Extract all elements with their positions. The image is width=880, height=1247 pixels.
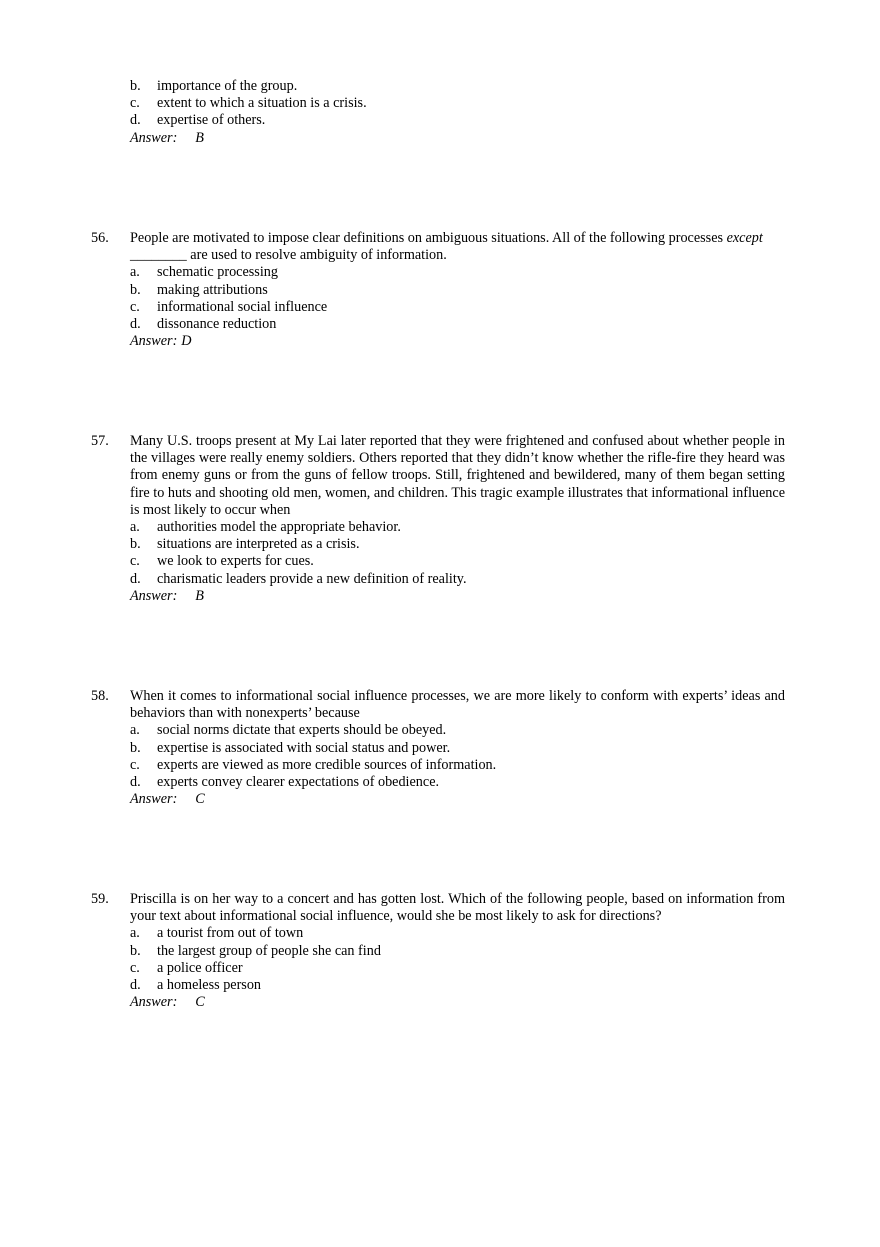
question-57 <box>0 433 880 605</box>
option-b <box>0 78 880 95</box>
option-letter: d. <box>130 112 141 129</box>
option-letter: d. <box>130 570 141 587</box>
option-letter: d. <box>130 773 141 790</box>
option-c <box>0 95 880 112</box>
option-d <box>0 977 880 994</box>
option-letter: b. <box>130 942 141 959</box>
answer-line <box>130 994 880 1011</box>
option-b <box>0 282 880 299</box>
question-emphasis: except <box>726 230 763 246</box>
option-text: a tourist from out of town <box>157 925 304 942</box>
option-letter: b. <box>130 739 141 756</box>
answer-label: Answer: <box>130 333 178 350</box>
option-text: charismatic leaders provide a new definition of reality. <box>157 570 467 587</box>
question-text-part: ________ are used to resolve ambiguity of information. <box>130 247 447 264</box>
answer-value: B <box>195 587 204 604</box>
option-c <box>0 960 880 977</box>
answer-value: C <box>195 994 205 1011</box>
option-text: experts convey clearer expectations of obedience. <box>157 773 440 790</box>
option-c <box>0 553 880 570</box>
option-a <box>0 722 880 739</box>
option-c <box>0 299 880 316</box>
question-text: Many U.S. troops present at My Lai later reported that they were frightened and confused about whether people in the villages were really enemy soldiers. Others reported that they didn’t know whether the rifle-fire they heard was from enemy guns or from the guns of fellow troops. Still, frightened and bewildered, many of them began setting fire to huts and shooting old men, women, and children. This tragic example illustrates that informational influence is most likely to occur when <box>130 433 785 518</box>
option-text: authorities model the appropriate behavior. <box>157 519 401 536</box>
option-d <box>0 112 880 129</box>
answer-line <box>130 333 880 350</box>
answer-label: Answer: <box>130 587 178 604</box>
question-58 <box>0 688 880 808</box>
option-a <box>0 264 880 281</box>
question-56 <box>0 230 880 350</box>
option-letter: b. <box>130 536 141 553</box>
option-text: a homeless person <box>157 976 262 993</box>
option-letter: c. <box>130 298 140 315</box>
question-text: Priscilla is on her way to a concert and has gotten lost. Which of the following people, based on information from your text about informational social influence, would she be most likely to ask for directions? <box>130 891 785 925</box>
option-b <box>0 536 880 553</box>
option-d <box>0 571 880 588</box>
option-letter: d. <box>130 976 141 993</box>
option-text: importance of the group. <box>157 78 298 94</box>
option-letter: c. <box>130 959 140 976</box>
question-number: 56. <box>91 230 109 246</box>
answer-line <box>130 130 880 147</box>
option-letter: a. <box>130 722 140 739</box>
answer-value: B <box>195 129 204 146</box>
option-text: informational social influence <box>157 298 328 315</box>
answer-value: C <box>195 791 205 808</box>
answer-value: D <box>181 333 192 350</box>
option-text: the largest group of people she can find <box>157 942 381 959</box>
answer-label: Answer: <box>130 129 178 146</box>
option-text: experts are viewed as more credible sources of information. <box>157 756 497 773</box>
question-59 <box>0 891 880 1011</box>
option-d <box>0 316 880 333</box>
option-text: extent to which a situation is a crisis. <box>157 95 367 112</box>
option-a <box>0 925 880 942</box>
question-text-part: People are motivated to impose clear definitions on ambiguous situations. All of the following processes <box>130 230 727 246</box>
answer-line <box>130 588 880 605</box>
question-text <box>130 230 785 264</box>
question-number: 59. <box>91 891 109 907</box>
option-letter: a. <box>130 264 140 281</box>
question-number: 57. <box>91 433 109 449</box>
option-text: schematic processing <box>157 264 278 281</box>
option-letter: a. <box>130 925 140 942</box>
option-text: expertise of others. <box>157 112 266 129</box>
option-text: a police officer <box>157 959 243 976</box>
option-text: situations are interpreted as a crisis. <box>157 536 360 553</box>
answer-label: Answer: <box>130 791 178 808</box>
option-letter: a. <box>130 519 140 536</box>
option-letter: b. <box>130 78 141 94</box>
option-text: dissonance reduction <box>157 315 277 332</box>
option-letter: b. <box>130 281 141 298</box>
question-number: 58. <box>91 688 109 704</box>
option-letter: c. <box>130 553 140 570</box>
option-b <box>0 740 880 757</box>
option-text: expertise is associated with social status and power. <box>157 739 451 756</box>
question-text: When it comes to informational social influence processes, we are more likely to conform with experts’ ideas and behaviors than with nonexperts’ because <box>130 688 785 722</box>
question-55-fragment <box>0 78 880 147</box>
answer-label: Answer: <box>130 994 178 1011</box>
option-text: social norms dictate that experts should be obeyed. <box>157 722 447 739</box>
option-c <box>0 757 880 774</box>
option-letter: d. <box>130 315 141 332</box>
option-text: making attributions <box>157 281 268 298</box>
option-b <box>0 943 880 960</box>
option-text: we look to experts for cues. <box>157 553 314 570</box>
answer-line <box>130 791 880 808</box>
option-a <box>0 519 880 536</box>
option-letter: c. <box>130 756 140 773</box>
option-d <box>0 774 880 791</box>
option-letter: c. <box>130 95 140 112</box>
